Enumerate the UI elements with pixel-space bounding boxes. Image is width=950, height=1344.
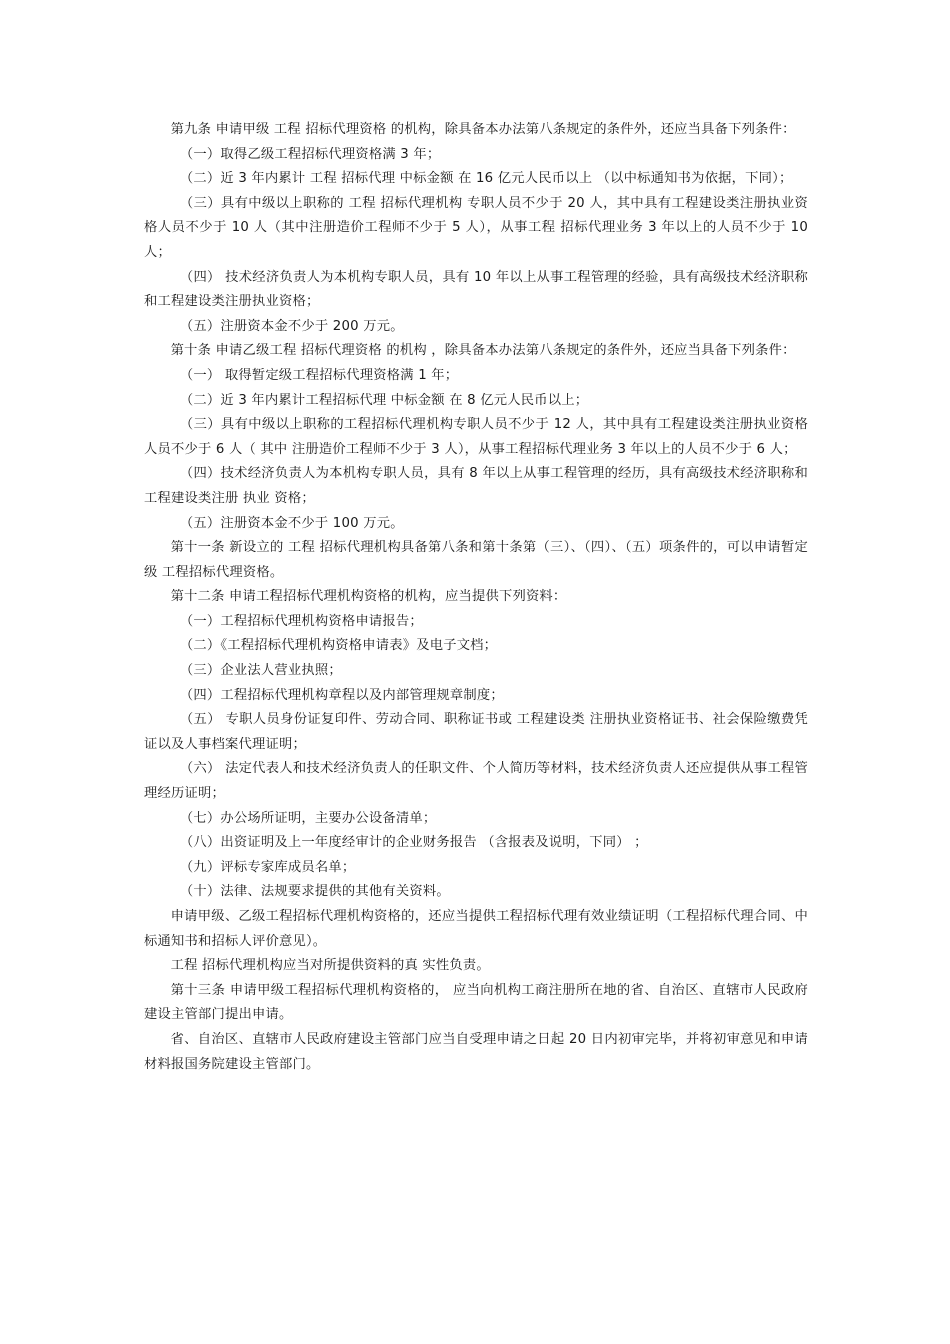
list-item: （二）近 3 年内累计工程招标代理 中标金额 在 8 亿元人民币以上； [179,392,589,408]
list-item: （二）《工程招标代理机构资格申请表》及电子文档； [179,638,498,654]
list-item: （三）具有中级以上职称的 工程 招标代理机构 专职人员不少于 20 人，其中具有工程建设类注册执业资格人员不少于 10 人（其中注册造价工程师不少于 5 人），从事工程 招标代理业务 3 年以上的人员不少于 10 人； [144,195,808,260]
list-item: （五）注册资本金不少于 100 万元。 [179,515,404,531]
list-item: （二）近 3 年内累计 工程 招标代理 中标金额 在 16 亿元人民币以上 （以中标通知书为依据，下同）； [179,171,793,187]
list-item: （三）具有中级以上职称的工程招标代理机构专职人员不少于 12 人，其中具有工程建设类注册执业资格人员不少于 6 人（ 其中 注册造价工程师不少于 3 人），从事工程招标代理业务 3 年以上的人员不少于 6 人； [144,417,808,457]
list-item: （八）出资证明及上一年度经审计的企业财务报告 （含报表及说明，下同） ； [179,835,648,851]
list-item: （五） 专职人员身份证复印件、劳动合同、职称证书或 工程建设类 注册执业资格证书、社会保险缴费凭证以及人事档案代理证明； [144,712,808,752]
list-item: （七）办公场所证明，主要办公设备清单； [179,810,437,826]
article-13-paragraph: 第十三条 申请甲级工程招标代理机构资格的， 应当向机构工商注册所在地的省、自治区、直辖市人民政府建设主管部门提出申请。 [144,982,808,1023]
body-paragraph: 省、自治区、直辖市人民政府建设主管部门应当自受理申请之日起 20 日内初审完毕，并将初审意见和申请材料报国务院建设主管部门。 [144,1031,808,1072]
list-item: （一） 取得暂定级工程招标代理资格满 1 年； [179,367,459,383]
body-paragraph: 工程 招标代理机构应当对所提供资料的真 实性负责。 [170,958,490,974]
list-item: （四） 技术经济负责人为本机构专职人员，具有 10 年以上从事工程管理的经验，具有高级技术经济职称和工程建设类注册执业资格； [144,269,808,310]
list-item: （四）工程招标代理机构章程以及内部管理规章制度； [179,687,504,703]
article-10-paragraph: 第十条 申请乙级工程 招标代理资格 的机构 ，除具备本办法第八条规定的条件外，还应当具备下列条件： [170,343,796,359]
list-item: （四）技术经济负责人为本机构专职人员，具有 8 年以上从事工程管理的经历，具有高级技术经济职称和工程建设类注册 执业 资格； [144,466,808,506]
body-paragraph: 申请甲级、乙级工程招标代理机构资格的，还应当提供工程招标代理有效业绩证明（工程招标代理合同、中标通知书和招标人评价意见）。 [144,909,808,949]
article-9-paragraph: 第九条 申请甲级 工程 招标代理资格 的机构，除具备本办法第八条规定的条件外，还应当具备下列条件： [170,122,796,137]
article-12-paragraph: 第十二条 申请工程招标代理机构资格的机构，应当提供下列资料： [170,589,567,605]
list-item: （六） 法定代表人和技术经济负责人的任职文件、个人简历等材料，技术经济负责人还应提供从事工程管理经历证明； [144,761,808,802]
list-item: （九）评标专家库成员名单； [179,859,356,875]
list-item: （三）企业法人营业执照； [179,663,342,679]
list-item: （五）注册资本金不少于 200 万元。 [179,318,404,334]
list-item: （一）取得乙级工程招标代理资格满 3 年； [179,146,441,162]
list-item: （十）法律、法规要求提供的其他有关资料。 [179,884,450,900]
article-11-paragraph: 第十一条 新设立的 工程 招标代理机构具备第八条和第十条第（三）、（四）、（五）项条件的，可以申请暂定级 工程招标代理资格。 [144,540,808,580]
document-page [144,118,808,1077]
list-item: （一）工程招标代理机构资格申请报告； [179,613,423,629]
